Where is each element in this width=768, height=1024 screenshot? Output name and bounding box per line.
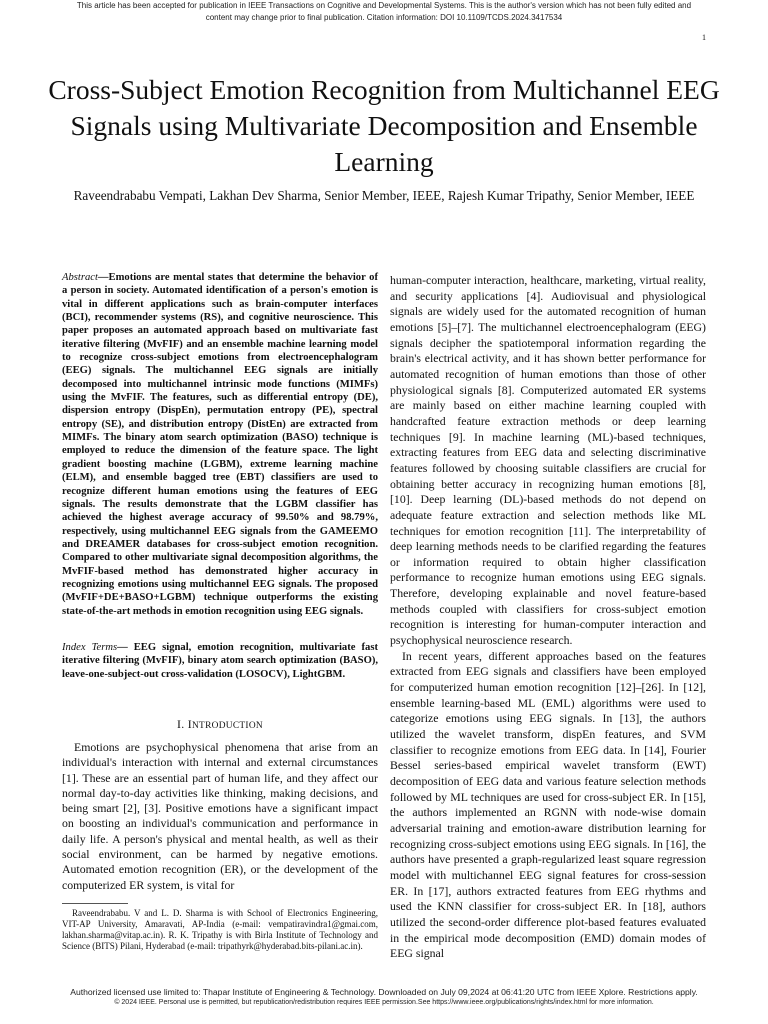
abstract-text: —Emotions are mental states that determine the behavior of a person in society. Automated identification of a person's emotion is vital in different applications such as brain-computer interfaces (BCI), recommender systems (RS), and cognitive neuroscience. This paper proposes an automated approach based on multivariate fast iterative filtering (MvFIF) and an ensemble machine learning model to recognize cross-subject emotions from electroencephalogram (EEG) signals. The multichannel EEG signals are initially decomposed into multichannel intrinsic mode functions (MIMFs) using the MvFIF. The features, such as differential entropy (DE), dispersion entropy (DispEn), permutation entropy (PE), spectral entropy (SE), and distribution entropy (DistEn) are extracted from MIMFs. The binary atom search optimization (BASO) technique is employed to reduce the dimension of the feature space. The light gradient boosting machine (LGBM), extreme learning machine (ELM), and ensemble bagged tree (EBT) classifiers are used to recognize different human emotions using the features of EEG signals. The results demonstrate that the LGBM classifier has achieved the highest average accuracy of 99.50% and 98.79%, respectively, using multichannel EEG signals from the GAMEEMO and DREAMER databases for cross-subject emotion recognition. Compared to other multivariate signal decomposition algorithms, the MvFIF-based method has demonstrated higher accuracy in recognizing emotions using multichannel EEG signals. The proposed (MvFIF+DE+BASO+LGBM) technique outperforms the existing state-of-the-art methods in emotion recognition using EEG signals. [62,272,378,617]
author-affiliation-footnote [62,908,378,952]
footnote-rule [62,903,128,904]
intro-paragraph: Emotions are psychophysical phenomena that arise from an individual's interaction with internal and external circumstances [1]. These are an essential part of human life, and they affect our normal day-to-day activities like thinking, making decisions, and being smart [2], [3]. Positive emotions have a significant impact on boosting an individual's communication and performance in daily life. A person's physical and mental health, as well as their social environment, can be harmed by negative emotions. Automated emotion recognition (ER), or the development of the computerized ER system, is vital for [62,740,378,892]
right-paragraph-1: human-computer interaction, healthcare, marketing, virtual reality, and security applications [4]. Audiovisual and physiological signals are widely used for the automated recognition of human emotions [5]–[7]. The multichannel electroencephalogram (EEG) signals decipher the spatiotemporal information regarding the brain's electrical activity, and it has shown better performance for automated recognition of human emotions than those of other physiological signals [8]. Computerized automated ER systems are mainly based on either machine learning coupled with handcrafted feature extraction methods or deep learning techniques [9]. In machine learning (ML)-based techniques, extracting features from EEG data and selecting discriminative features followed by choosing suitable classifiers are crucial for obtaining better accuracy in recognizing human emotions [8], [10]. Deep learning (DL)-based methods do not depend on adequate feature extraction and selection methods like ML techniques for emotion recognition [11]. The interpretability of deep learning methods needs to be clarified regarding the features or information required to obtain higher classification performance to recognize human emotions using EEG signals. Therefore, developing explainable and novel feature-based methods coupled with classifiers for cross-subject emotion recognition is interesting for human-computer interaction and psychophysical neuroscience research. [390,273,706,648]
license-notice: Authorized licensed use limited to: Thapar Institute of Engineering & Technology. Downloaded on July 09,2024 at 06:41:20 UTC from IEEE Xplore. Restrictions apply. [70,987,698,997]
paper-title: Cross-Subject Emotion Recognition from Multichannel EEG Signals using Multivariate Decomposition and Ensemble Learning [48,74,720,177]
section-heading-introduction [62,717,378,732]
abstract [62,271,378,618]
copyright-notice: © 2024 IEEE. Personal use is permitted, but republication/redistribution requires IEEE permission.See https://www.ieee.org/publications/rights/index.html for more information. [114,999,654,1006]
introduction-left-column [62,740,378,893]
index-terms-label: Index Terms [62,642,118,653]
index-terms-text: — EEG signal, emotion recognition, multivariate fast iterative filtering (MvFIF), binary atom search optimization (BASO), leave-one-subject-out cross-validation (LOSOCV), LightGBM. [62,642,378,680]
index-terms [62,641,378,681]
right-paragraph-2: In recent years, different approaches based on the features extracted from EEG signals and classifiers have been employed for computerized human emotion recognition [12]–[26]. In [12], ensemble learning-based ML (EML) algorithms were used to categorize emotions using EEG signals. In [13], the authors utilized the wavelet transform, dispEn features, and SVM classifier to recognize emotions from EEG data. In [14], Fourier Bessel series-based empirical wavelet transform (EWT) decomposition of EEG data and various feature selection methods followed by ML techniques are used for cross-subject ER. In [15], the authors implemented an RGNN with node-wise domain adversarial training and emotion-aware distribution learning for recognizing cross-subject emotions using EEG signals. In [16], the authors have presented a graph-regularized least square regression model with multichannel EEG signal features for cross-session ER. In [17], authors extracted features from EEG rhythms and used the KNN classifier for cross-subject ER. In [18], authors utilized the second-order difference plot-based features evaluated in the empirical mode decomposition (EMD) domain modes of EEG signal [390,648,706,961]
right-column [390,273,706,962]
acceptance-notice [0,0,768,24]
section-title-rest: NTRODUCTION [191,721,263,731]
footnote-text: Raveendrababu. V and L. D. Sharma is with School of Electronics Engineering, VIT-AP University, Amaravati, AP-India (e-mail: vempatiravindra1@gmai.com, lakhan.sharma@vitap.ac.in). R. K. Tripathy is with Birla Institute of Technology and Science (BITS) Pilani, Hyderabad (e-mail: tripathyrk@hyderabad.bits-pilani.ac.in). [62,908,378,951]
abstract-label: Abstract [62,272,98,283]
paper-authors: Raveendrababu Vempati, Lakhan Dev Sharma, Senior Member, IEEE, Rajesh Kumar Tripathy, Senior Member, IEEE [73,188,695,203]
section-title-initial: I [187,717,192,731]
acceptance-notice-line2: content may change prior to final publication. Citation information: DOI 10.1109/TCDS.2024.3417534 [205,13,563,22]
section-number: I. [177,717,185,731]
page-number: 1 [702,33,706,42]
acceptance-notice-line1: This article has been accepted for publication in IEEE Transactions on Cognitive and Developmental Systems. This is the author's version which has not been fully edited and [76,1,692,10]
